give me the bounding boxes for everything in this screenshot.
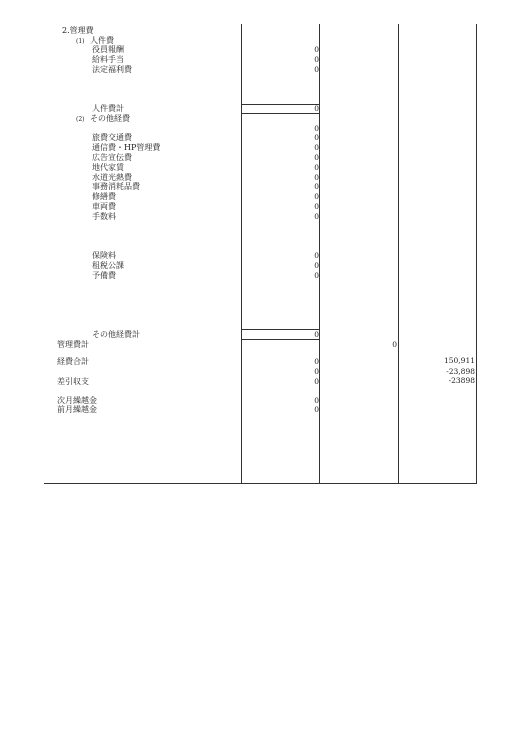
subtotal-line — [241, 104, 320, 105]
personnel-section-number: (1) — [76, 38, 85, 45]
other-item-value: 0 — [314, 251, 319, 260]
admin-total-label: 管理費計 — [57, 340, 89, 349]
personnel-item-label: 役員報酬 — [92, 45, 124, 54]
column-divider — [241, 24, 242, 484]
subtotal-line — [241, 329, 320, 330]
summary-value: 0 — [314, 357, 319, 366]
summary-right-value: -23,898 — [446, 367, 475, 376]
other-item-value: 0 — [314, 182, 319, 191]
other-item-label: 車両費 — [92, 202, 116, 211]
other-item-label: 修繕費 — [92, 192, 116, 201]
column-divider — [319, 24, 320, 484]
carry-label: 前月繰越金 — [57, 405, 97, 414]
other-item-value: 0 — [314, 133, 319, 142]
other-item-value: 0 — [314, 202, 319, 211]
other-item-value: 0 — [314, 153, 319, 162]
personnel-section-header: 人件費 — [90, 36, 114, 45]
summary-right-value: 150,911 — [443, 356, 475, 365]
summary-value: 0 — [314, 367, 319, 376]
carry-value: 0 — [314, 405, 319, 414]
summary-label: 経費合計 — [57, 357, 89, 366]
subtotal-line — [241, 339, 320, 340]
summary-right-value: -23898 — [448, 376, 475, 385]
column-divider — [398, 24, 399, 484]
other-item-label: 地代家賃 — [92, 163, 124, 172]
personnel-item-value: 0 — [314, 55, 319, 64]
other-section-number: (2) — [76, 116, 85, 123]
other-item-label: 保険料 — [92, 251, 116, 260]
table-bottom-border — [44, 483, 477, 484]
other-item-label: 広告宣伝費 — [92, 153, 132, 162]
other-item-label: 事務消耗品費 — [92, 182, 140, 191]
personnel-total-label: 人件費計 — [92, 104, 124, 113]
other-item-label: 手数料 — [92, 212, 116, 221]
other-item-value: 0 — [314, 192, 319, 201]
carry-label: 次月繰越金 — [57, 396, 97, 405]
other-item-label: 水道光熱費 — [92, 173, 132, 182]
other-item-value: 0 — [314, 212, 319, 221]
other-item-value: 0 — [314, 261, 319, 270]
other-item-label: 租税公課 — [92, 261, 124, 270]
personnel-item-label: 給料手当 — [92, 55, 124, 64]
personnel-item-value: 0 — [314, 65, 319, 74]
other-total-label: その他経費計 — [92, 330, 140, 339]
other-item-value: 0 — [314, 271, 319, 280]
carry-value: 0 — [314, 396, 319, 405]
other-total-value: 0 — [314, 330, 319, 339]
admin-section-header: 2.管理費 — [62, 26, 94, 35]
subtotal-line — [241, 113, 320, 114]
admin-total-value: 0 — [392, 340, 397, 349]
other-item-value: 0 — [314, 173, 319, 182]
personnel-item-value: 0 — [314, 45, 319, 54]
other-item-value: 0 — [314, 143, 319, 152]
other-section-header: その他経費 — [90, 114, 130, 123]
summary-label: 差引収支 — [57, 377, 89, 386]
summary-value: 0 — [314, 377, 319, 386]
personnel-item-label: 法定福利費 — [92, 65, 132, 74]
personnel-total-value: 0 — [314, 104, 319, 113]
other-first-value: 0 — [314, 124, 319, 133]
other-item-label: 旅費交通費 — [92, 133, 132, 142]
other-item-label: 予備費 — [92, 271, 116, 280]
other-item-value: 0 — [314, 163, 319, 172]
other-item-label: 通信費・HP管理費 — [92, 143, 161, 152]
column-divider — [476, 24, 477, 484]
